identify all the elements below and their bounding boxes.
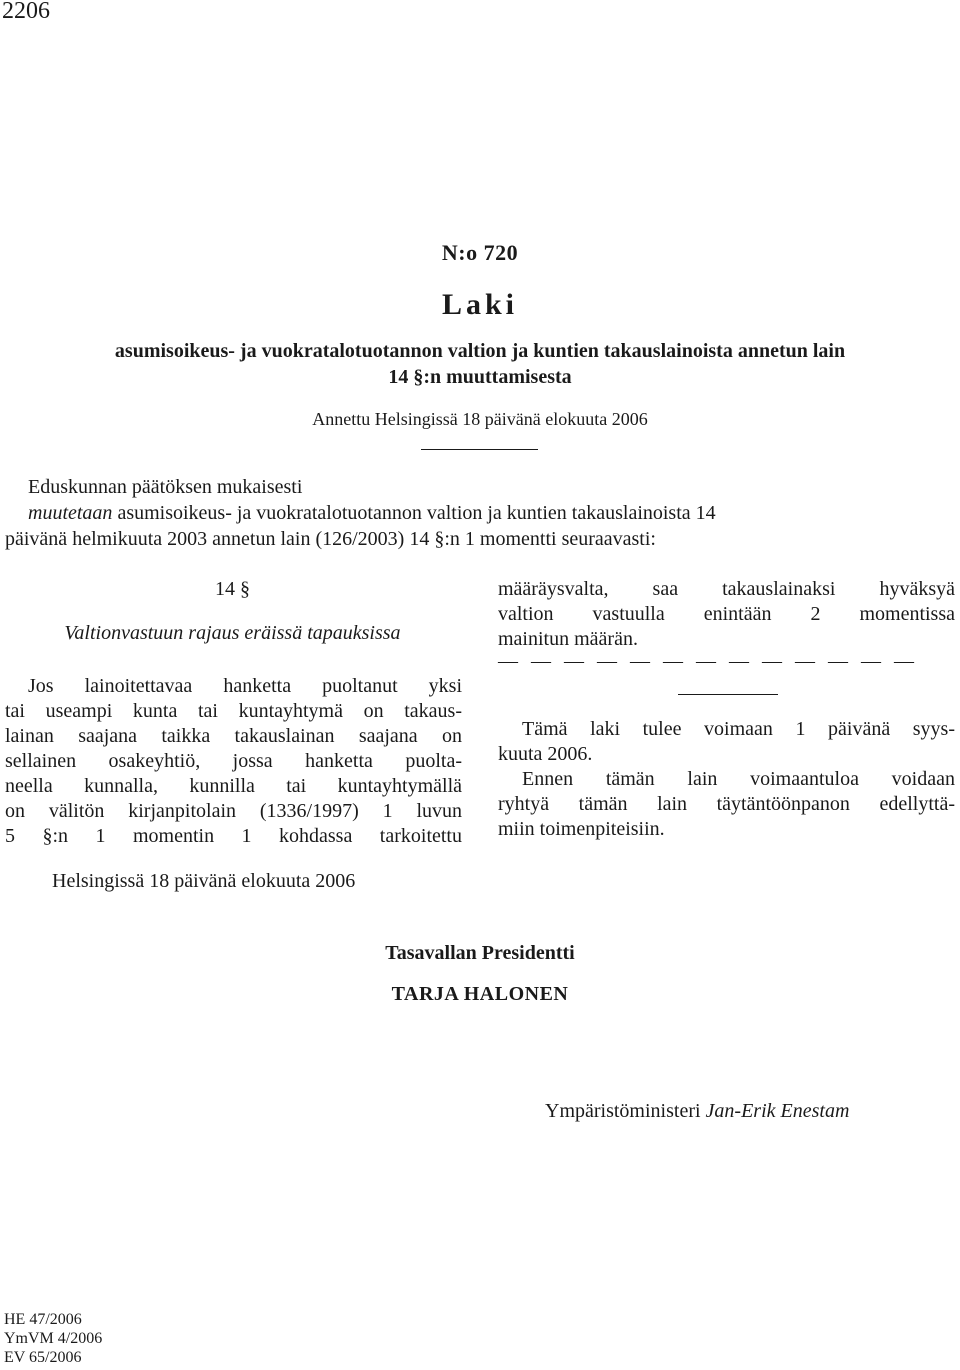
preamble-verb: muutetaan [28,502,113,524]
reference-line: EV 65/2006 [4,1349,82,1366]
section-number: 14 § [215,578,250,600]
preamble-line-2 [28,502,716,525]
section-paragraph-line: lainan saajana taikka takauslainan saajana on [5,725,462,747]
entry-into-force-line: Tämä laki tulee voimaan 1 päivänä syys- [522,718,955,740]
section-continuation-line: määräysvalta, saa takauslainaksi hyväksyä [498,578,955,600]
section-continuation-line: mainitun määrän. [498,628,638,650]
entry-into-force-line: kuuta 2006. [498,743,593,765]
preamble-line-1: Eduskunnan päätöksen mukaisesti [28,476,303,498]
minister-signature [545,1100,849,1123]
section-paragraph-line: neella kunnalla, kunnilla tai kuntayhtymällä [5,775,462,797]
signing-place-date: Helsingissä 18 päivänä elokuuta 2006 [52,870,356,892]
given-date: Annettu Helsingissä 18 päivänä elokuuta 2006 [312,409,648,429]
preamble-line-2-text: asumisoikeus- ja vuokratalotuotannon valtion ja kuntien takauslainoista 14 [117,502,716,524]
section-heading: Valtionvastuun rajaus eräissä tapauksissa [64,622,401,644]
section-paragraph-line: tai useampi kunta tai kuntayhtymä on takaus- [5,700,462,722]
document-type: Laki [441,288,519,321]
statute-number: N:o 720 [441,240,519,265]
law-title-line-2: 14 §:n muuttamisesta [388,366,572,388]
omission-dashes: — — — — — — — — — — — — — [498,650,918,672]
reference-line: HE 47/2006 [4,1311,82,1328]
section-continuation-line: valtion vastuulla enintään 2 momentissa [498,603,955,625]
president-title: Tasavallan Presidentti [385,942,575,964]
minister-name: Jan-Erik Enestam [705,1100,850,1122]
transition-provision-line: ryhtyä tämän lain täytäntöönpanon edellyttä- [498,793,955,815]
reference-line: YmVM 4/2006 [4,1330,103,1347]
section-end-rule [678,694,778,695]
law-title-line-1: asumisoikeus- ja vuokratalotuotannon valtion ja kuntien takauslainoista annetun lain [114,340,846,362]
transition-provision-line: Ennen tämän lain voimaantuloa voidaan [522,768,955,790]
section-paragraph-line: Jos lainoitettavaa hanketta puoltanut yksi [28,675,462,697]
president-name: TARJA HALONEN [391,983,569,1005]
transition-provision-line: miin toimenpiteisiin. [498,818,665,840]
section-paragraph-line: sellainen osakeyhtiö, jossa hanketta puolta- [5,750,462,772]
title-separator-rule [421,449,538,450]
section-paragraph-line: on välitön kirjanpitolain (1336/1997) 1 luvun [5,800,462,822]
preamble-line-3: päivänä helmikuuta 2003 annetun lain (126/2003) 14 §:n 1 momentti seuraavasti: [5,528,656,550]
section-paragraph-line: 5 §:n 1 momentin 1 kohdassa tarkoitettu [5,825,462,847]
page-number: 2206 [2,0,50,24]
minister-title: Ympäristöministeri [545,1100,701,1122]
